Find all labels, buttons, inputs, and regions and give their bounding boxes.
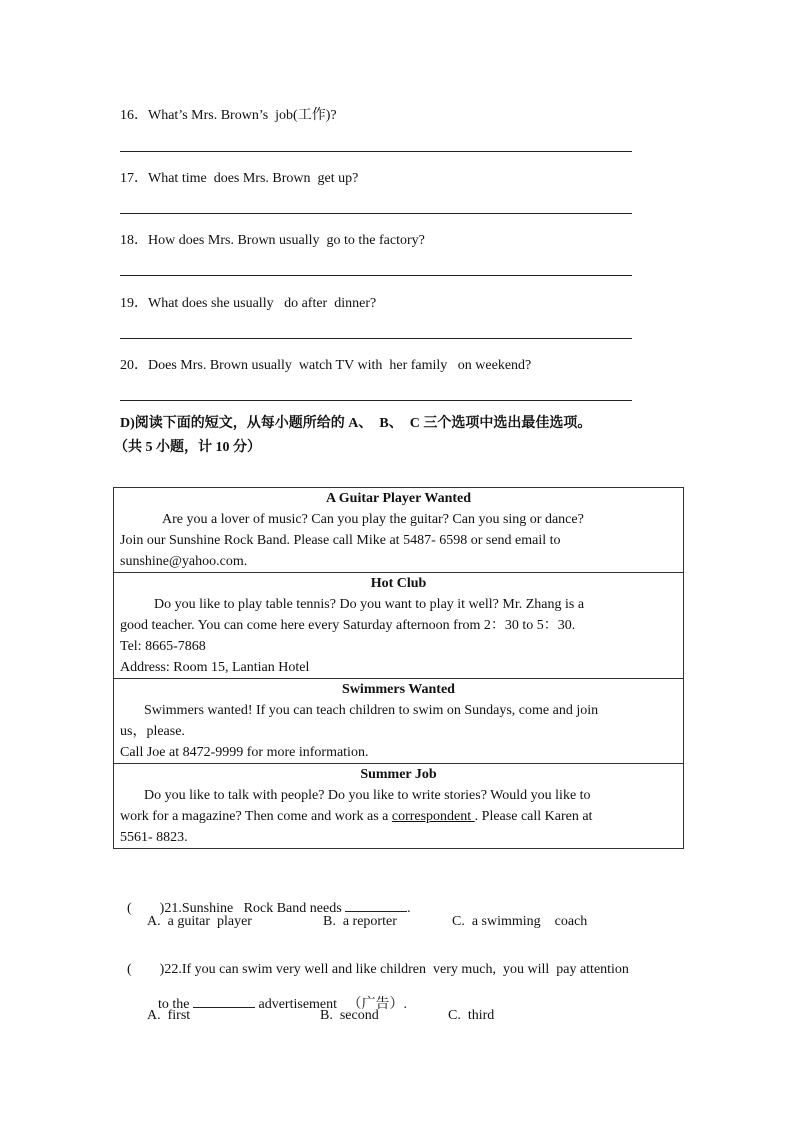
question-16: 16．What’s Mrs. Brown’s job(工作)? [120,108,337,123]
option-22-c[interactable]: C. third [448,1008,495,1023]
question-17: 17．What time does Mrs. Brown get up? [120,171,359,186]
question-22 [120,946,629,978]
answer-line-19[interactable] [120,338,632,339]
ad-text: good teacher. You can come here every Saturday afternoon from 2：30 to 5：30. [120,618,576,633]
ad-text: Join our Sunshine Rock Band. Please call Mike at 5487- 6598 or send email to [120,533,561,548]
ad-text: Swimmers wanted! If you can teach children to swim on Sundays, come and join [144,703,599,718]
question-21 [120,883,411,917]
ad-hot-club [114,573,684,679]
ad-text [120,806,677,827]
ad-text: us，please. [120,724,185,739]
answer-line-16[interactable] [120,151,632,152]
answer-paren[interactable]: ( ) [127,901,165,916]
answer-blank[interactable] [345,899,407,912]
ad-email: sunshine@yahoo.com. [120,554,248,569]
ad-text-part: work for a magazine? Then come and work as a [120,809,392,824]
option-21-a[interactable]: A. a guitar player [147,914,252,929]
question-end: . [407,901,411,916]
answer-line-18[interactable] [120,275,632,276]
question-20: 20．Does Mrs. Brown usually watch TV with her family on weekend? [120,358,532,373]
answer-line-17[interactable] [120,213,632,214]
answer-line-20[interactable] [120,400,632,401]
ad-phone: 5561- 8823. [120,830,188,845]
ad-text: Do you like to talk with people? Do you like to write stories? Would you like to [144,788,591,803]
ad-tel: Tel: 8665-7868 [120,639,206,654]
ad-text: Call Joe at 8472-9999 for more information. [120,745,369,760]
ad-title: Swimmers Wanted [342,682,455,697]
question-stem: to the [158,997,193,1012]
question-19: 19．What does she usually do after dinner? [120,296,377,311]
ad-title: A Guitar Player Wanted [325,491,472,506]
question-stem: advertisement （广告）. [255,997,408,1012]
question-stem: 21.Sunshine Rock Band needs [164,901,346,916]
ad-address: Address: Room 15, Lantian Hotel [120,660,310,675]
ad-summer-job [114,764,684,849]
question-18: 18．How does Mrs. Brown usually go to the factory? [120,233,425,248]
section-subheading: （共 5 小题，计 10 分） [114,440,261,455]
ad-swimmers [114,679,684,764]
option-21-c[interactable]: C. a swimming coach [452,914,588,929]
ad-guitar [114,488,684,573]
ad-text: Do you like to play table tennis? Do you want to play it well? Mr. Zhang is a [154,597,585,612]
ad-title: Hot Club [370,576,427,591]
answer-paren[interactable]: ( ) [127,962,165,977]
ads-table [113,487,684,849]
answer-blank[interactable] [193,995,255,1008]
question-stem: 22.If you can swim very well and like children very much, you will pay attention [164,962,629,977]
underlined-word: correspondent [391,809,475,824]
section-heading: D)阅读下面的短文，从每小题所给的 A、 B、 C 三个选项中选出最佳选项。 [120,416,592,431]
ad-title: Summer Job [360,767,437,782]
option-22-b[interactable]: B. second [320,1008,379,1023]
ad-text-part: . Please call Karen at [474,809,593,824]
ad-text: Are you a lover of music? Can you play the guitar? Can you sing or dance? [162,512,584,527]
option-21-b[interactable]: B. a reporter [323,914,397,929]
option-22-a[interactable]: A. first [147,1008,191,1023]
